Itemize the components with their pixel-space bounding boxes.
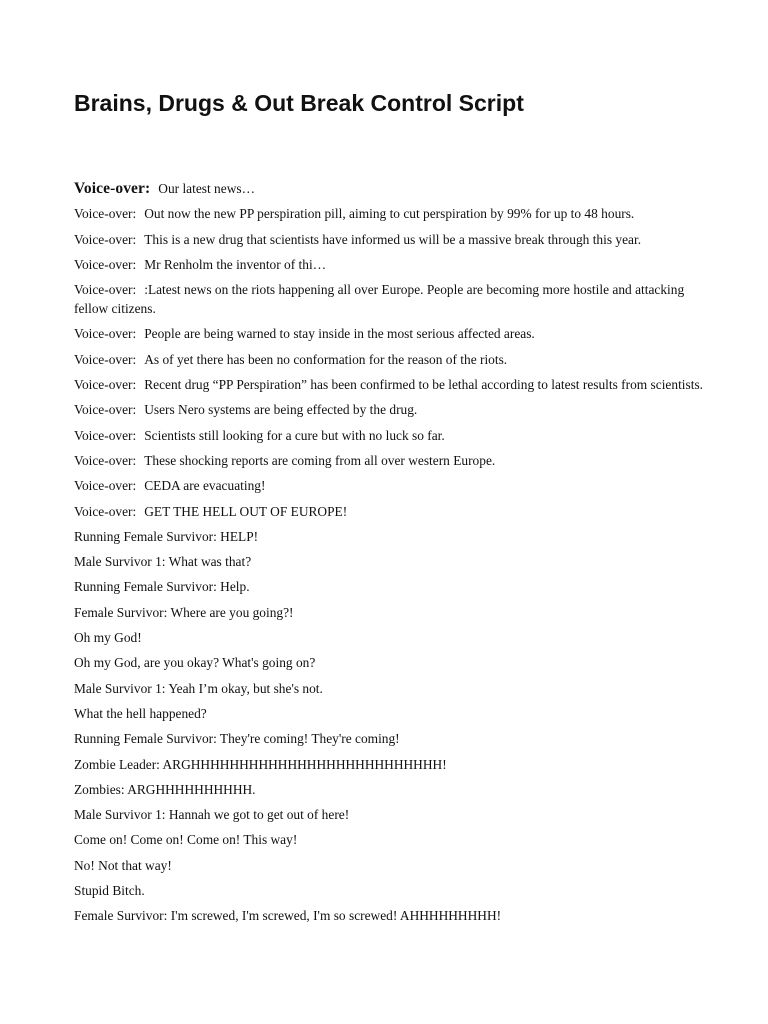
script-line xyxy=(74,451,704,470)
script-lines xyxy=(74,179,704,932)
dialogue-text: No! Not that way! xyxy=(74,857,172,873)
dialogue-text: Running Female Survivor: They're coming! They're coming! xyxy=(74,731,400,747)
dialogue-text: Male Survivor 1: Hannah we got to get out of here! xyxy=(74,807,350,823)
script-line xyxy=(74,400,704,419)
speaker-label: Voice-over: xyxy=(74,326,137,342)
dialogue-text: Oh my God! xyxy=(74,630,142,646)
dialogue-text: CEDA are evacuating! xyxy=(144,478,266,494)
dialogue-text: Stupid Bitch. xyxy=(74,883,145,899)
dialogue-text: Zombies: ARGHHHHHHHHHH. xyxy=(74,781,256,797)
dialogue-text: Oh my God, are you okay? What's going on? xyxy=(74,655,316,671)
script-line xyxy=(74,881,704,900)
speaker-label: Voice-over: xyxy=(74,402,137,418)
script-line xyxy=(74,527,704,546)
dialogue-text: Out now the new PP perspiration pill, aiming to cut perspiration by 99% for up to 48 hours. xyxy=(144,206,635,222)
script-line xyxy=(74,856,704,875)
script-line xyxy=(74,552,704,571)
dialogue-text: These shocking reports are coming from all over western Europe. xyxy=(144,452,496,468)
dialogue-text: Male Survivor 1: Yeah I’m okay, but she's not. xyxy=(74,680,323,696)
script-line xyxy=(74,653,704,672)
script-line xyxy=(74,230,704,249)
script-line xyxy=(74,628,704,647)
script-line xyxy=(74,704,704,723)
script-line xyxy=(74,603,704,622)
script-line xyxy=(74,350,704,369)
speaker-label: Voice-over: xyxy=(74,478,137,494)
script-line xyxy=(74,906,704,925)
dialogue-text: Female Survivor: Where are you going?! xyxy=(74,604,294,620)
script-line xyxy=(74,426,704,445)
dialogue-text: Female Survivor: I'm screwed, I'm screwed, I'm so screwed! AHHHHHHHHH! xyxy=(74,908,502,924)
dialogue-text: This is a new drug that scientists have informed us will be a massive break through this year. xyxy=(144,231,642,247)
script-line xyxy=(74,679,704,698)
dialogue-text: :Latest news on the riots happening all over Europe. People are becoming more hostile and attacking fellow citizens. xyxy=(74,282,685,317)
script-line xyxy=(74,805,704,824)
script-line xyxy=(74,830,704,849)
script-line xyxy=(74,729,704,748)
script-line xyxy=(74,780,704,799)
speaker-label: Voice-over: xyxy=(74,256,137,272)
dialogue-text: Running Female Survivor: HELP! xyxy=(74,528,259,544)
speaker-label: Voice-over: xyxy=(74,427,137,443)
script-line xyxy=(74,179,704,198)
speaker-label: Voice-over: xyxy=(74,377,137,393)
dialogue-text: GET THE HELL OUT OF EUROPE! xyxy=(144,503,348,519)
dialogue-text: People are being warned to stay inside in the most serious affected areas. xyxy=(144,326,535,342)
dialogue-text: Scientists still looking for a cure but with no luck so far. xyxy=(144,427,445,443)
speaker-label: Voice-over: xyxy=(74,452,137,468)
document-title: Brains, Drugs & Out Break Control Script xyxy=(74,90,524,116)
script-line xyxy=(74,577,704,596)
script-line xyxy=(74,375,704,394)
dialogue-text: Mr Renholm the inventor of thi… xyxy=(144,256,327,272)
script-line xyxy=(74,502,704,521)
dialogue-text: Our latest news… xyxy=(158,181,255,196)
script-line xyxy=(74,324,704,343)
dialogue-text: Running Female Survivor: Help. xyxy=(74,579,250,595)
dialogue-text: Zombie Leader: ARGHHHHHHHHHHHHHHHHHHHHHHHHHH! xyxy=(74,756,447,772)
dialogue-text: As of yet there has been no conformation for the reason of the riots. xyxy=(144,351,508,367)
dialogue-text: Male Survivor 1: What was that? xyxy=(74,554,252,570)
speaker-label: Voice-over: xyxy=(74,206,137,222)
speaker-label: Voice-over: xyxy=(74,282,137,298)
dialogue-text: What the hell happened? xyxy=(74,705,207,721)
dialogue-text: Recent drug “PP Perspiration” has been confirmed to be lethal according to latest results from scientists. xyxy=(144,377,704,393)
speaker-label: Voice-over: xyxy=(74,180,151,197)
speaker-label: Voice-over: xyxy=(74,351,137,367)
script-line xyxy=(74,755,704,774)
dialogue-text: Come on! Come on! Come on! This way! xyxy=(74,832,298,848)
script-line xyxy=(74,255,704,274)
dialogue-text: Users Nero systems are being effected by the drug. xyxy=(144,402,418,418)
script-line xyxy=(74,280,704,318)
speaker-label: Voice-over: xyxy=(74,503,137,519)
speaker-label: Voice-over: xyxy=(74,231,137,247)
script-line xyxy=(74,476,704,495)
script-line xyxy=(74,204,704,223)
